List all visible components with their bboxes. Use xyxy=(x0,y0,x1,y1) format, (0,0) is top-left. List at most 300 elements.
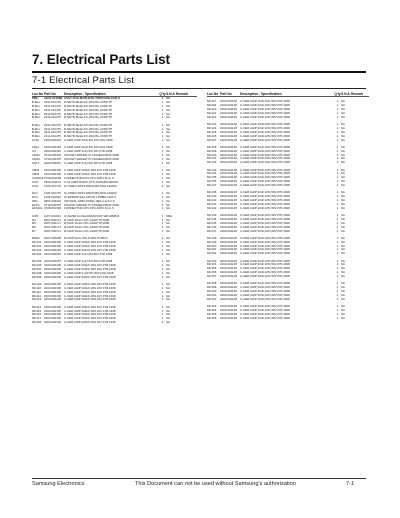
cell-desc: C-CER,CHIP;100nF,10%,16V,X7R,1608 xyxy=(64,169,116,173)
cell-desc: C-CER,CHIP;10nF,10%,50V,X7R,1608 xyxy=(240,172,290,176)
cell-part: 2203-001148 xyxy=(220,293,237,297)
cell-loc: MC136 xyxy=(207,180,217,184)
cell-part: 2311-001475 xyxy=(44,123,61,127)
cell-sna: SA xyxy=(341,145,345,149)
cell-remark xyxy=(351,207,369,211)
cell-part: 2801-004321 xyxy=(44,199,62,203)
cell-sna: SA xyxy=(166,290,170,294)
cell-part: 2203-001148 xyxy=(220,134,237,138)
cell-sna: SA xyxy=(341,290,345,294)
cell-qty: 1 xyxy=(161,127,164,131)
col-header-desc: Description ; Specification xyxy=(240,91,282,96)
cell-part: 0404-001113 xyxy=(44,180,61,184)
cell-qty: 1 xyxy=(336,290,339,294)
cell-sna: SA xyxy=(166,176,170,180)
cell-part: 2007-000171 xyxy=(44,226,62,230)
cell-part: 2203-001148 xyxy=(220,316,237,320)
col-header-desc: Description ; Specification xyxy=(64,91,106,96)
cell-loc: MC156 xyxy=(207,271,217,275)
cell-qty: 1 xyxy=(161,313,164,317)
cell-qty: 1 xyxy=(336,206,339,210)
cell-loc: MC127 xyxy=(207,138,217,142)
cell-sna: SA xyxy=(341,199,345,203)
cell-qty: 1 xyxy=(161,321,164,325)
cell-part: 2203-001148 xyxy=(220,123,237,127)
cell-loc: CGD01B xyxy=(32,176,44,180)
cell-desc: IC-NAND FLASH;DRAM;SOP;128,32MB,R xyxy=(64,214,120,218)
cell-desc: C-CER,CHIP;10nF,10%,50V,X7R,1608 xyxy=(240,206,290,210)
cell-qty: 1 xyxy=(161,230,164,234)
cell-part: 2203-001148 xyxy=(220,312,237,316)
cell-desc: C-CER,CHIP;100nF,10%,16V,X7R,1608 xyxy=(64,305,116,309)
table-row xyxy=(32,139,197,143)
cell-sna: SA xyxy=(341,172,345,176)
cell-part: 2203-000415 xyxy=(44,150,62,154)
cell-sna: SA xyxy=(166,150,170,154)
cell-desc: C-CER,CHIP;2.2nF,5%,50V,C0G,1608 xyxy=(64,271,114,275)
page-number: 7-1 xyxy=(346,481,355,487)
cell-qty: 1 xyxy=(336,172,339,176)
cell-qty: 1 xyxy=(336,126,339,130)
cell-sna: SA xyxy=(341,153,345,157)
cell-sna: SA xyxy=(166,237,170,241)
cell-desc: C-CER,CHIP;10nF,10%,50V,X7R,1608 xyxy=(240,115,290,119)
cell-desc: C-CER,CHIP;10nF,10%,50V,X7R,1608 xyxy=(240,214,290,218)
cell-part: 2203-001148 xyxy=(220,217,237,221)
cell-qty: 1 xyxy=(336,267,339,271)
cell-loc: MC143 xyxy=(207,214,217,218)
cell-loc: CDN3 xyxy=(32,158,40,162)
cell-loc: MC113 xyxy=(32,298,42,302)
table-row xyxy=(32,253,197,257)
cell-qty: 1 xyxy=(336,308,339,312)
cell-part: 2311-001475 xyxy=(44,100,61,104)
cell-qty: 1 xyxy=(336,286,339,290)
cell-desc: C-CER,CHIP;10nF,10%,50V,X7R,1608 xyxy=(240,126,290,130)
table-row xyxy=(32,276,197,280)
col-header-qty: Q'ty xyxy=(159,91,166,96)
cell-loc: B-Mer xyxy=(32,112,40,116)
cell-desc: C-CER,CHIP;10nF,10%,50V,X7R,1608 xyxy=(240,240,290,244)
cell-sna: SA xyxy=(166,127,170,131)
cell-sna: SA xyxy=(341,202,345,206)
cell-sna: SA xyxy=(166,309,170,313)
cell-remark xyxy=(176,276,196,280)
cell-desc: C-CER,CHIP;10nF,10%,50V,X7R,1608 xyxy=(240,308,290,312)
cell-part: 2203-001148 xyxy=(220,145,237,149)
cell-loc: MC158 xyxy=(207,282,217,286)
cell-part: 2203-001148 xyxy=(220,111,237,115)
cell-loc: MC124 xyxy=(207,126,217,130)
col-header-part: Part No xyxy=(44,91,56,96)
cell-sna: SA xyxy=(341,225,345,229)
cell-loc: MC160 xyxy=(207,290,217,294)
cell-loc: DC3 xyxy=(32,195,38,199)
cell-sna: SA xyxy=(341,316,345,320)
cell-sna: SA xyxy=(166,169,170,173)
cell-loc: MC125 xyxy=(207,130,217,134)
cell-sna: SA xyxy=(166,131,170,135)
cell-remark xyxy=(351,230,369,234)
cell-qty: 1 xyxy=(161,112,164,116)
cell-qty: 1 xyxy=(336,153,339,157)
cell-qty: 1 xyxy=(161,290,164,294)
cell-loc: CCI1 xyxy=(32,180,39,184)
cell-desc: C-CER,CHIP;10nF,10%,50V,X7R,1608 xyxy=(240,176,290,180)
cell-qty: 1 xyxy=(161,180,164,184)
cell-desc: C-CER,CHIP;10nF,10%,50V,X7R,1608 xyxy=(240,305,290,309)
cell-part: 2203-000145 xyxy=(44,294,62,298)
cell-remark xyxy=(176,162,196,166)
cell-qty: 1 xyxy=(161,203,164,207)
cell-part: 2203-001148 xyxy=(220,195,237,199)
cell-part: AH94-01058B xyxy=(44,97,63,100)
cell-loc: MC147 xyxy=(207,229,217,233)
cell-desc: SOCKET-WAFER;7C,NOHEAD,BOX,SMD xyxy=(64,158,119,162)
cell-remark xyxy=(351,116,369,120)
cell-part: 2311-001475 xyxy=(44,116,61,120)
cell-part: 2203-001148 xyxy=(220,176,237,180)
cell-remark xyxy=(176,185,196,189)
cell-desc: C-CER,CHIP;10nF,10%,50V,X7R,1608 xyxy=(240,191,290,195)
cell-desc: C-CER,CHIP;10nF,10%,50V,X7R,1608 xyxy=(240,248,290,252)
cell-desc: C-CER,CHIP;100nF,10%,16V,X7R,1608 xyxy=(64,309,116,313)
cell-sna: SA xyxy=(341,248,345,252)
cell-desc: C-CER,CHIP;10nF,10%,50V,X7R,1608 xyxy=(240,108,290,112)
cell-sna: SA xyxy=(166,108,170,112)
cell-qty: 1 xyxy=(336,111,339,115)
cell-qty: 1 xyxy=(161,154,164,158)
cell-part: 2203-001148 xyxy=(220,221,237,225)
cell-qty: 1 xyxy=(336,221,339,225)
cell-sna: SA xyxy=(166,104,170,108)
cell-sna: SA xyxy=(341,206,345,210)
cell-desc: C-CER,CHIP;100nF,10%,16V,X7R,1608 xyxy=(64,241,116,245)
cell-sna: SA xyxy=(341,138,345,142)
cell-qty: 1 xyxy=(161,222,164,226)
cell-loc: B-Mer xyxy=(32,100,40,104)
table-row xyxy=(32,298,197,302)
cell-remark xyxy=(351,252,369,256)
cell-sna: SA xyxy=(341,100,345,104)
table-row xyxy=(207,252,369,256)
cell-sna: SA xyxy=(341,157,345,161)
cell-desc: C-CER,CHIP;10nF,10%,50V,X7R,1608 xyxy=(240,263,290,267)
cell-sna: SA xyxy=(341,217,345,221)
cell-sna: SA xyxy=(341,286,345,290)
cell-loc: MC138 xyxy=(207,191,217,195)
cell-loc: R6 xyxy=(32,226,36,230)
cell-sna: SA xyxy=(341,282,345,286)
cell-loc: MC107 xyxy=(32,267,42,271)
cell-loc: MC105 xyxy=(32,260,42,264)
cell-loc: EFTG xyxy=(32,203,40,207)
cell-loc: MC133 xyxy=(207,168,217,172)
cell-part: 2203-000145 xyxy=(44,282,62,286)
cell-part: 2203-001148 xyxy=(220,259,237,263)
cell-qty: 1 xyxy=(161,173,164,177)
cell-qty: 1 xyxy=(161,146,164,150)
cell-qty: 1 xyxy=(161,195,164,199)
cell-loc: B-Mer xyxy=(32,108,40,112)
cell-qty: 1 xyxy=(161,282,164,286)
cell-loc: DC1 xyxy=(32,191,38,195)
cell-loc: MC159 xyxy=(207,286,217,290)
cell-loc: MH02 xyxy=(32,237,40,241)
cell-part: 2203-001148 xyxy=(220,168,237,172)
cell-sna: SA xyxy=(166,116,170,120)
cell-desc: SOCKET-WAFER;7C,NOHEAD,BOX,SMD xyxy=(64,154,119,158)
cell-part: 2203-001148 xyxy=(220,263,237,267)
cell-qty: 1 xyxy=(336,157,339,161)
cell-part: 2007-000171 xyxy=(44,218,62,222)
cell-part: 2203-001148 xyxy=(220,161,237,165)
cell-qty: 1 xyxy=(161,237,164,241)
cell-desc: C-CER,CHIP;10nF,10%,50V,X7R,1608 xyxy=(240,111,290,115)
cell-desc: C-CER,CHIP;10nF,10%,50V,X7R,1608 xyxy=(240,199,290,203)
cell-loc: MC111 xyxy=(32,290,41,294)
cell-sna: SA xyxy=(166,154,170,158)
cell-desc: C-CER,CHIP;10nF,10%,50V,X7R,1608 xyxy=(240,229,290,233)
cell-qty: 1 xyxy=(161,305,164,309)
cell-desc: C-CER,CHIP;10nF,10%,50V,X7R,1608 xyxy=(240,195,290,199)
cell-desc: C-CER,CHIP;10nF,10%,50V,X7R,1608 xyxy=(240,138,290,142)
cell-sna: SA xyxy=(166,313,170,317)
cell-part: 2203-001148 xyxy=(220,225,237,229)
cell-desc: C-CER,CHIP;10nF,10%,50V,X7R,1608 xyxy=(240,123,290,127)
cell-part: 2203-000145 xyxy=(44,169,62,173)
cell-loc: MC146 xyxy=(207,225,217,229)
cell-sna: SA xyxy=(341,271,345,275)
cell-loc: R5 xyxy=(32,222,36,226)
cell-loc: R7 xyxy=(32,230,36,234)
cell-qty: 1 xyxy=(336,248,339,252)
col-header-remark: Remark xyxy=(176,91,189,96)
cell-qty: 1 xyxy=(161,158,164,162)
cell-desc: C-CER,CHIP;10nF,10%,50V,X7R,1608 xyxy=(240,316,290,320)
cell-qty: 1 xyxy=(336,104,339,108)
cell-sna: SA xyxy=(166,218,170,222)
cell-part: 2203-001148 xyxy=(220,157,237,161)
cell-part: 2203-001148 xyxy=(220,191,237,195)
cell-sna: SA xyxy=(341,149,345,153)
cell-part: 2203-001148 xyxy=(220,108,237,112)
cell-sna: SA xyxy=(341,180,345,184)
cell-sna: SA xyxy=(341,126,345,130)
cell-desc: C-CER,CHIP;10nF,10%,50V,X7R,1608 xyxy=(240,293,290,297)
cell-part: 2203-001148 xyxy=(220,248,237,252)
cell-sna: SA xyxy=(341,214,345,218)
cell-loc: B-Mer xyxy=(32,131,40,135)
cell-loc: MC106 xyxy=(32,264,42,268)
cell-desc: C-CER,CHIP;10nF,10%,50V,X7R,1608 xyxy=(240,145,290,149)
cell-sna: SA xyxy=(166,317,170,321)
cell-qty: 1 xyxy=(336,180,339,184)
cell-loc: MC126 xyxy=(207,134,217,138)
cell-sna: SA xyxy=(166,298,170,302)
cell-desc: IC-VIDEO PASS;MSOS;BS;NSH;CE0/0A xyxy=(64,191,117,195)
cell-qty: 1 xyxy=(161,97,164,100)
cell-desc: C-CER,CHIP;10nF,10%,50V,X7R,1608 xyxy=(240,217,290,221)
cell-loc: MC150 xyxy=(207,244,217,248)
parts-table-right xyxy=(207,91,369,321)
cell-loc: MC153 xyxy=(207,259,217,263)
cell-qty: 1 xyxy=(336,236,339,240)
cell-remark xyxy=(176,253,196,257)
cell-sna: SA xyxy=(166,249,170,253)
cell-qty: 1 xyxy=(161,207,164,211)
cell-desc: R-CHIP;0ohm,5%,1/16W,TP,0510 xyxy=(64,237,108,241)
cell-qty: 1 xyxy=(336,202,339,206)
cell-qty: 1 xyxy=(336,240,339,244)
cell-loc: B-Mer xyxy=(32,116,40,120)
cell-part: 2203-001148 xyxy=(220,282,237,286)
cell-desc: C-CER,CHIP;100nF,10%,16V,X7R,1608 xyxy=(64,321,116,325)
cell-sna: SA xyxy=(166,286,170,290)
cell-qty: 1 xyxy=(336,138,339,142)
cell-sna: SA xyxy=(341,293,345,297)
cell-part: 2203-001148 xyxy=(220,138,237,142)
cell-loc: MC102 xyxy=(32,245,42,249)
cell-desc: R-CHIP;10ohm,5%,1/16W,TP,1608 xyxy=(64,230,109,234)
cell-desc: C-CER,CHIP;100nF,10%,16V,X7R,1608 xyxy=(64,290,116,294)
cell-qty: 1 xyxy=(161,123,164,127)
cell-sna: SA xyxy=(166,158,170,162)
cell-desc: C-CER,CHIP;10nF,10%,50V,X7R,1608 xyxy=(240,252,290,256)
cell-desc: R-NETD;Metal,2%,1W,NSL,2X4W,TP xyxy=(64,123,113,127)
cell-desc: C-CER,CHIP;10nF,10%,50V,X7R,1608 xyxy=(240,225,290,229)
table-row xyxy=(32,207,197,211)
cell-sna: SA xyxy=(341,305,345,309)
cell-qty: 1 xyxy=(336,217,339,221)
cell-loc: PMH xyxy=(32,97,39,100)
cell-qty: 1 xyxy=(336,115,339,119)
cell-desc: C-CER,CHIP;10nF,10%,50V,X7R,1608 xyxy=(240,202,290,206)
cell-qty: 1 xyxy=(336,214,339,218)
cell-desc: C-CER,CHIP;10nF,10%,50V,X7R,1608 xyxy=(240,157,290,161)
cell-loc: MC109 xyxy=(32,282,42,286)
cell-qty: 1 xyxy=(161,139,164,143)
cell-qty: 1 xyxy=(161,271,164,275)
cell-desc: C-CER,CHIP;100nF,10%,16V,X7R,1608 xyxy=(64,245,116,249)
cell-desc: C-CER,CHIP;10nF,5%,16V,C0G,1608 xyxy=(64,146,113,150)
cell-part: 2203-001148 xyxy=(220,271,237,275)
cell-loc: MC122 xyxy=(207,115,217,119)
cell-sna: SA xyxy=(166,112,170,116)
cell-desc: C-CER,CHIP;100nF,10%,16V,X7R,1608 xyxy=(64,294,116,298)
cell-sna: SA xyxy=(166,184,170,188)
cell-part: 2203-000145 xyxy=(44,245,62,249)
cell-part: 2007-000200 xyxy=(44,237,62,241)
cell-sna: SA xyxy=(341,111,345,115)
cell-desc: C-CER,CHIP;100nF,10%,16V,X7R,1608 xyxy=(64,298,116,302)
cell-sna: SA xyxy=(166,180,170,184)
table-row xyxy=(207,116,369,120)
cell-part: 1107-001021 xyxy=(44,214,61,218)
cell-desc: C-CER,CHIP;10nF,10%,50V,X7R,1608 xyxy=(240,275,290,279)
cell-part: 3719-000375 xyxy=(44,203,62,207)
cell-part: 2203-001148 xyxy=(220,115,237,119)
cell-loc: MC129 xyxy=(207,149,217,153)
cell-desc: C-CER,CHIP;100nF,10%,16V,X7R,1608 xyxy=(64,267,116,271)
cell-desc: C-CER,CHIP;10nF,10%,50V,X7R,1608 xyxy=(240,149,290,153)
cell-part: 2203-001148 xyxy=(220,104,237,108)
cell-desc: C-CER,CHIP;10nF,10%,50V,X7R,1608 xyxy=(240,286,290,290)
cell-desc: C-CER,CHIP;10nF,10%,50V,X7R,1608 xyxy=(240,271,290,275)
cell-sna: SA xyxy=(341,108,345,112)
cell-desc: C-CER,CHIP;10nF,10%,50V,X7R,1608 xyxy=(240,297,290,301)
cell-part: 2311-001475 xyxy=(44,127,61,131)
title-rule xyxy=(32,71,366,73)
cell-loc: C3 xyxy=(32,150,36,154)
cell-part: 2203-001148 xyxy=(220,240,237,244)
col-header-sna: S.N.A xyxy=(166,91,175,96)
section-rule xyxy=(32,88,366,89)
cell-desc: C-CER,CHIP;100nF,10%,16V,X7R,1608 xyxy=(64,317,116,321)
col-header-loc: Loc.No xyxy=(207,91,219,96)
cell-part: 2203-001148 xyxy=(220,267,237,271)
cell-loc: CDL1 xyxy=(32,161,40,165)
cell-remark xyxy=(351,298,369,302)
table-body-left xyxy=(32,97,197,325)
cell-loc: MC163 xyxy=(207,305,217,309)
cell-part: 3719-000375 xyxy=(44,158,62,162)
cell-loc: MC161 xyxy=(207,293,217,297)
cell-loc: MC123 xyxy=(207,123,217,127)
cell-remark xyxy=(176,207,196,211)
table-row xyxy=(207,207,369,211)
cell-qty: 1 xyxy=(336,108,339,112)
cell-part: 2203-000145 xyxy=(44,275,62,279)
cell-part: 2203-001148 xyxy=(220,202,237,206)
cell-sna: SA xyxy=(166,222,170,226)
cell-desc: ASSY PCB-MAIN;DVD-V8500,SDK,EXD,S xyxy=(64,97,120,100)
cell-loc: MC149 xyxy=(207,240,217,244)
cell-sna: SA xyxy=(166,264,170,268)
cell-qty: 1 xyxy=(336,229,339,233)
cell-qty: 1 xyxy=(336,263,339,267)
cell-qty: 1 xyxy=(161,131,164,135)
cell-sna: SA xyxy=(341,130,345,134)
cell-sna: SA xyxy=(166,135,170,139)
cell-sna: SA xyxy=(341,308,345,312)
cell-loc: MC101 xyxy=(32,241,42,245)
cell-part: 2203-000415 xyxy=(44,146,62,150)
cell-loc: MC135 xyxy=(207,176,217,180)
cell-qty: 1 xyxy=(336,199,339,203)
cell-loc: MC108 xyxy=(32,271,42,275)
cell-qty: 1 xyxy=(336,252,339,256)
cell-desc: C-CER,CHIP;10nF,10%,50V,X7R,1608 xyxy=(240,180,290,184)
cell-part: 2311-001475 xyxy=(44,135,61,139)
cell-desc: R-NETD;Metal,2%,1W,NSL,2X4W,TP xyxy=(64,100,113,104)
cell-qty: 1 xyxy=(336,275,339,279)
cell-sna: SA xyxy=(341,104,345,108)
cell-sna: SA xyxy=(166,321,170,325)
cell-sna: SA xyxy=(166,203,170,207)
cell-sna: SA xyxy=(341,244,345,248)
cell-part: 2311-001475 xyxy=(44,108,61,112)
cell-qty: 1 xyxy=(161,260,164,264)
cell-qty: 1 xyxy=(336,244,339,248)
cell-part: 2203-001148 xyxy=(220,206,237,210)
cell-loc: MC116 xyxy=(32,313,42,317)
cell-part: 3708-001093 xyxy=(44,176,62,180)
cell-remark xyxy=(176,230,196,234)
cell-desc: C-CER,CHIP;10nF,10%,50V,X7R,1608 xyxy=(240,312,290,316)
cell-loc: MC112 xyxy=(32,294,42,298)
cell-desc: C-CER,CHIP;10nF,10%,50V,X7R,1608 xyxy=(240,244,290,248)
